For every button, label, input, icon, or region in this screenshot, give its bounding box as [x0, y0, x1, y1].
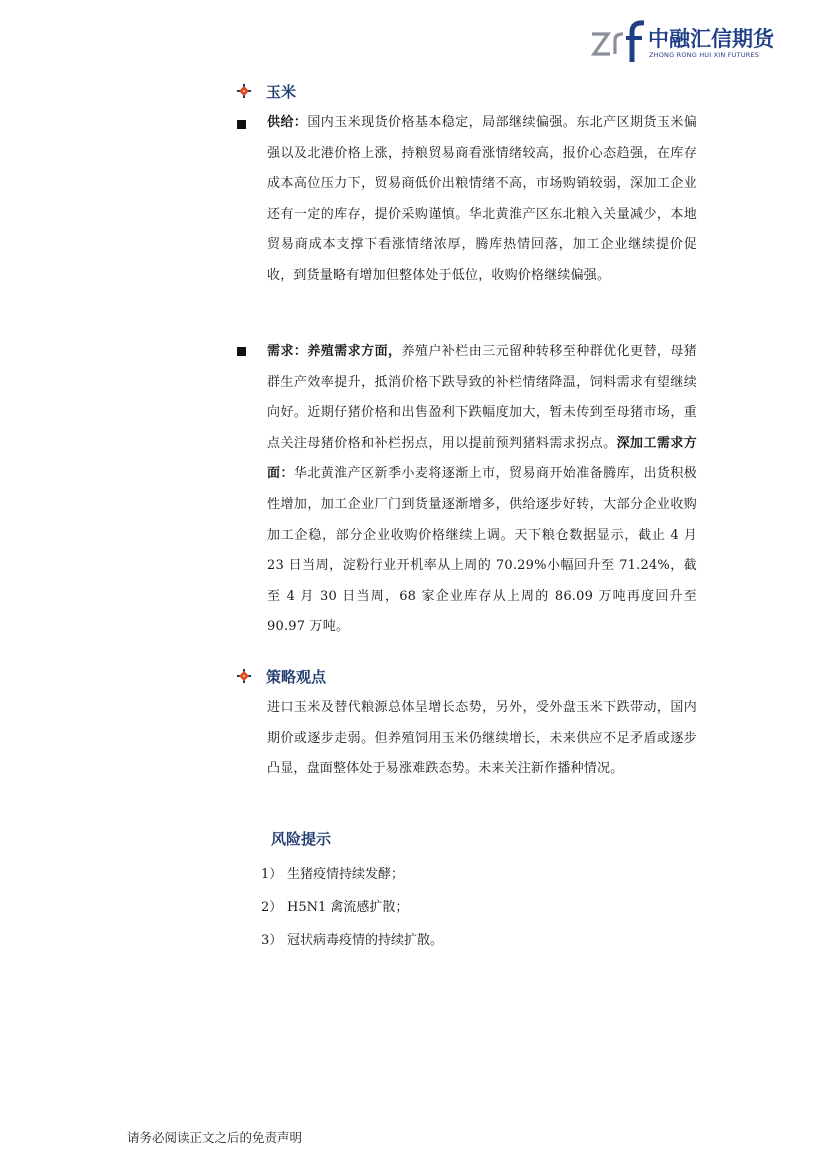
section-title-strategy: 策略观点 [266, 667, 327, 686]
processing-demand-label: 深加工需求方面： [267, 435, 698, 482]
bullet-square-icon [237, 347, 246, 356]
breeding-demand-label: 养殖需求方面， [307, 344, 402, 359]
section-title-corn: 玉米 [266, 82, 297, 101]
demand-paragraph [267, 337, 697, 643]
section-marker-icon [236, 83, 252, 99]
logo-english-name: ZHONG RONG HUI XIN FUTURES [649, 51, 760, 59]
risk-item [261, 896, 408, 915]
section-heading-corn [236, 79, 296, 103]
risk-item [261, 863, 404, 882]
supply-paragraph [267, 108, 697, 292]
demand-label: 需求： [267, 344, 308, 359]
section-heading-strategy [236, 664, 326, 688]
zrf-logo-mark-icon [588, 20, 654, 64]
footer-disclaimer: 请务必阅读正文之后的免责声明 [127, 1130, 303, 1145]
risk-title: 风险提示 [271, 830, 332, 848]
bullet-square-icon [237, 120, 246, 129]
section-marker-icon [236, 668, 252, 684]
company-logo [588, 20, 778, 64]
supply-text: 国内玉米现货价格基本稳定，局部继续偏强。东北产区期货玉米偏强以及北港价格上涨，持粮贸易商看涨情绪较高，报价心态趋强，在库存成本高位压力下，贸易商低价出粮情绪不高，市场购销较弱，深加工企业还有一定的库存，提价采购谨慎。华北黄淮产区东北粮入关量减少，本地贸易商成本支撑下看涨情绪浓厚，腾库热情回落，加工企业继续提价促收，到货量略有增加但整体处于低位，收购价格继续偏强。 [267, 115, 697, 283]
risk-item [261, 929, 443, 948]
supply-label: 供给： [267, 115, 308, 130]
strategy-paragraph: 进口玉米及替代粮源总体呈增长态势，另外，受外盘玉米下跌带动，国内期价或逐步走弱。但养殖饲用玉米仍继续增长，未来供应不足矛盾或逐步凸显，盘面整体处于易涨难跌态势。未来关注新作播种情况。 [267, 700, 697, 777]
risk-item-number: 2） [261, 900, 283, 915]
logo-chinese-name: 中融汇信期货 [648, 27, 774, 51]
risk-item-text: 生猪疫情持续发酵； [287, 867, 405, 882]
risk-item-number: 3） [261, 933, 283, 948]
risk-item-number: 1） [261, 867, 283, 882]
risk-item-text: 冠状病毒疫情的持续扩散。 [287, 933, 444, 948]
processing-demand-text: 华北黄淮产区新季小麦将逐渐上市，贸易商开始准备腾库，出货积极性增加，加工企业厂门到货量逐渐增多，供给逐步好转，大部分企业收购加工企稳，部分企业收购价格继续上调。天下粮仓数据显示，截止 4 月 23 日当周，淀粉行业开机率从上周的 70.29%小幅回升至 71.24%，截至 4 月 30 日当周，68 家企业库存从上周的 86.09 万吨再度回升至 90.97 万吨。 [267, 466, 697, 635]
risk-item-text: H5N1 禽流感扩散； [287, 900, 409, 915]
breeding-demand-text: 养殖户补栏由三元留种转移至种群优化更替，母猪群生产效率提升，抵消价格下跌导致的补栏情绪降温，饲料需求有望继续向好。近期仔猪价格和出售盈利下跌幅度加大，暂未传到至母猪市场，重点关注母猪价格和补栏拐点，用以提前预判猪料需求拐点。 [267, 344, 698, 451]
